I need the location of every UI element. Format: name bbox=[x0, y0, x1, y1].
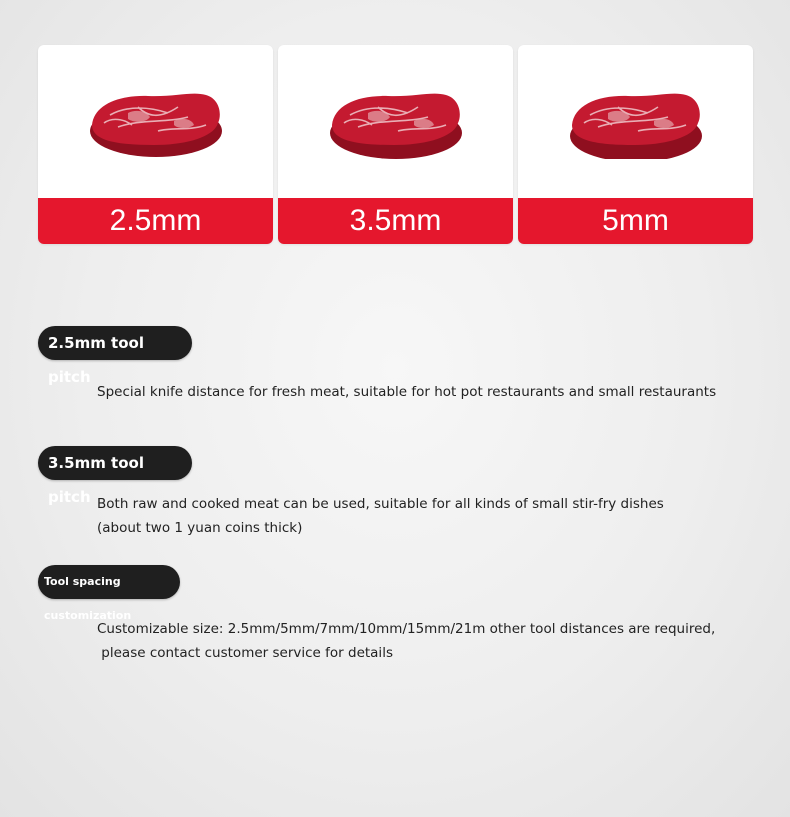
description-line: please contact customer service for details bbox=[97, 645, 393, 661]
section-title-customization: Tool spacing customization bbox=[38, 565, 180, 599]
description-line: Both raw and cooked meat can be used, suitable for all kinds of small stir-fry dishes bbox=[97, 496, 664, 512]
thickness-card-3-5mm bbox=[278, 45, 513, 244]
thickness-label: 2.5mm bbox=[38, 198, 273, 244]
section-description-customization bbox=[97, 617, 715, 665]
meat-slice-image bbox=[568, 87, 704, 159]
meat-slice-image bbox=[88, 87, 224, 159]
section-description-3-5mm bbox=[97, 492, 664, 540]
section-description-2-5mm bbox=[97, 380, 716, 404]
description-line: (about two 1 yuan coins thick) bbox=[97, 520, 303, 536]
thickness-card-2-5mm bbox=[38, 45, 273, 244]
section-title-3-5mm: 3.5mm tool pitch bbox=[38, 446, 192, 480]
thickness-card-5mm bbox=[518, 45, 753, 244]
description-line: Customizable size: 2.5mm/5mm/7mm/10mm/15mm/21m other tool distances are required, bbox=[97, 621, 716, 637]
thickness-label: 3.5mm bbox=[278, 198, 513, 244]
thickness-cards bbox=[38, 45, 753, 245]
section-title-2-5mm: 2.5mm tool pitch bbox=[38, 326, 192, 360]
description-line: Special knife distance for fresh meat, suitable for hot pot restaurants and small restaurants bbox=[97, 384, 717, 400]
thickness-label: 5mm bbox=[518, 198, 753, 244]
meat-slice-image bbox=[328, 87, 464, 159]
